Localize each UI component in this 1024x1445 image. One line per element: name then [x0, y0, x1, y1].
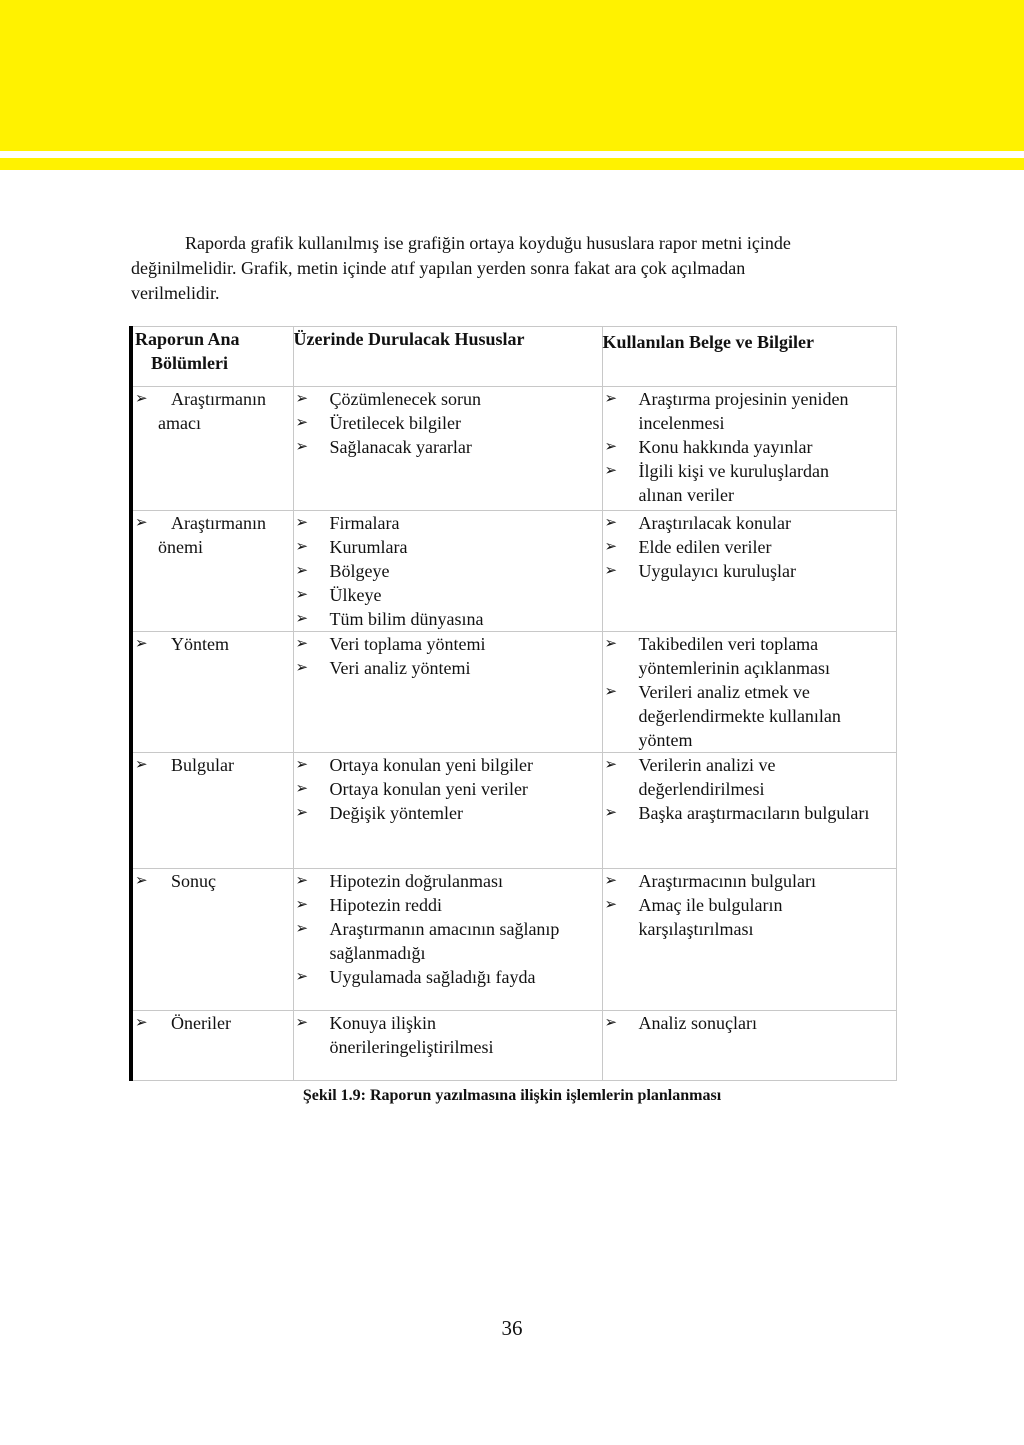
section-cell — [131, 387, 293, 511]
intro-paragraph — [131, 231, 891, 306]
arrowhead-bullet-icon: ➢ — [135, 873, 148, 889]
arrowhead-bullet-icon: ➢ — [295, 391, 309, 407]
section-label: Araştırmanın — [171, 513, 266, 533]
section-label-cont: amacı — [158, 413, 201, 433]
section-label: Öneriler — [171, 1013, 231, 1033]
list-item — [294, 632, 602, 656]
list-item-text: Firmalara — [329, 513, 400, 533]
list-item — [294, 607, 602, 631]
list-item — [294, 1011, 602, 1059]
arrowhead-bullet-icon: ➢ — [295, 415, 309, 431]
arrowhead-bullet-icon: ➢ — [295, 539, 309, 555]
list-item — [294, 387, 602, 411]
section-item — [133, 869, 293, 893]
list-item — [294, 435, 602, 459]
arrowhead-bullet-icon: ➢ — [604, 897, 618, 913]
list-item-text: Üretilecek bilgiler — [329, 413, 461, 433]
arrowhead-bullet-icon: ➢ — [604, 805, 618, 821]
list-item-text: Takibedilen veri toplama yöntemlerinin açıklanması — [638, 634, 830, 678]
arrowhead-bullet-icon: ➢ — [295, 969, 309, 985]
list-item — [294, 917, 602, 965]
header-points: Üzerinde Durulacak Hususlar — [293, 327, 602, 387]
header-band — [0, 0, 1024, 151]
section-cell — [131, 753, 293, 869]
arrowhead-bullet-icon: ➢ — [295, 636, 309, 652]
sources-cell — [602, 387, 896, 511]
list-item-text: Ortaya konulan yeni veriler — [329, 779, 528, 799]
arrowhead-bullet-icon: ➢ — [604, 391, 618, 407]
arrowhead-bullet-icon: ➢ — [295, 781, 309, 797]
points-cell — [293, 387, 602, 511]
arrowhead-bullet-icon: ➢ — [604, 463, 618, 479]
list-item-text: Uygulamada sağladığı fayda — [329, 967, 536, 987]
list-item-text: Analiz sonuçları — [638, 1013, 757, 1033]
list-item — [294, 753, 602, 777]
list-item-text: Araştırılacak konular — [638, 513, 791, 533]
list-item-text: Araştırma projesinin yeniden incelenmesi — [638, 389, 849, 433]
section-label: Araştırmanın — [171, 389, 266, 409]
list-item-text: Hipotezin reddi — [329, 895, 442, 915]
points-cell — [293, 1011, 602, 1081]
section-item — [133, 753, 293, 777]
list-item-text: Değişik yöntemler — [329, 803, 463, 823]
arrowhead-bullet-icon: ➢ — [295, 805, 309, 821]
arrowhead-bullet-icon: ➢ — [295, 587, 309, 603]
intro-line-3: verilmelidir. — [131, 283, 220, 303]
arrowhead-bullet-icon: ➢ — [295, 757, 309, 773]
list-item-text: Çözümlenecek sorun — [329, 389, 481, 409]
table-header-row — [131, 327, 896, 387]
table-row — [131, 869, 896, 1011]
list-item — [603, 632, 896, 680]
section-cell — [131, 869, 293, 1011]
section-cell — [131, 511, 293, 632]
arrowhead-bullet-icon: ➢ — [135, 757, 148, 773]
section-label: Sonuç — [171, 871, 216, 891]
list-item — [294, 656, 602, 680]
table-row — [131, 511, 896, 632]
arrowhead-bullet-icon: ➢ — [295, 439, 309, 455]
list-item — [294, 535, 602, 559]
list-item-text: Elde edilen veriler — [638, 537, 772, 557]
figure-caption: Şekil 1.9: Raporun yazılmasına ilişkin işlemlerin planlanması — [302, 1087, 722, 1104]
list-item — [294, 801, 602, 825]
sources-cell — [602, 753, 896, 869]
list-item-text: Konu hakkında yayınlar — [638, 437, 813, 457]
list-item — [294, 583, 602, 607]
list-item — [294, 893, 602, 917]
list-item-text: Araştırmacının bulguları — [638, 871, 816, 891]
arrowhead-bullet-icon: ➢ — [604, 539, 618, 555]
section-item — [133, 511, 293, 535]
page-number: 36 — [501, 1316, 523, 1340]
arrowhead-bullet-icon: ➢ — [295, 1015, 309, 1031]
section-item — [133, 632, 293, 656]
list-item — [603, 435, 896, 459]
points-cell — [293, 753, 602, 869]
arrowhead-bullet-icon: ➢ — [295, 660, 309, 676]
section-label: Bulgular — [171, 755, 234, 775]
sources-cell — [602, 632, 896, 753]
list-item — [603, 535, 896, 559]
list-item-text: Tüm bilim dünyasına — [329, 609, 484, 629]
list-item — [294, 559, 602, 583]
header-sources: Kullanılan Belge ve Bilgiler — [602, 327, 896, 387]
list-item — [603, 893, 896, 941]
arrowhead-bullet-icon: ➢ — [604, 684, 618, 700]
arrowhead-bullet-icon: ➢ — [295, 921, 309, 937]
arrowhead-bullet-icon: ➢ — [295, 563, 309, 579]
list-item-text: Konuya ilişkin önerileringeliştirilmesi — [329, 1013, 494, 1057]
list-item-text: Hipotezin doğrulanması — [329, 871, 503, 891]
points-cell — [293, 632, 602, 753]
list-item-text: Verilerin analizi ve değerlendirilmesi — [638, 755, 776, 799]
list-item-text: Veri toplama yöntemi — [329, 634, 486, 654]
arrowhead-bullet-icon: ➢ — [604, 757, 618, 773]
arrowhead-bullet-icon: ➢ — [604, 515, 618, 531]
list-item-text: Kurumlara — [329, 537, 408, 557]
table-row — [131, 387, 896, 511]
list-item — [603, 511, 896, 535]
list-item-text: Amaç ile bulguların karşılaştırılması — [638, 895, 783, 939]
section-cell — [131, 632, 293, 753]
sources-cell — [602, 511, 896, 632]
arrowhead-bullet-icon: ➢ — [295, 897, 309, 913]
intro-line-1: Raporda grafik kullanılmış ise grafiğin ortaya koyduğu hususlara rapor metni içinde — [185, 233, 791, 253]
sources-cell — [602, 869, 896, 1011]
list-item-text: Veri analiz yöntemi — [329, 658, 471, 678]
list-item-text: Verileri analiz etmek ve değerlendirmekte kullanılan yöntem — [638, 682, 841, 750]
table-row — [131, 632, 896, 753]
list-item — [294, 965, 602, 989]
arrowhead-bullet-icon: ➢ — [604, 636, 618, 652]
list-item-text: Ülkeye — [329, 585, 382, 605]
report-plan-table — [129, 326, 897, 1081]
section-item — [133, 1011, 293, 1035]
arrowhead-bullet-icon: ➢ — [604, 873, 618, 889]
section-label-cont: önemi — [158, 537, 203, 557]
list-item-text: İlgili kişi ve kuruluşlardan alınan veriler — [638, 461, 829, 505]
arrowhead-bullet-icon: ➢ — [295, 611, 309, 627]
list-item — [603, 869, 896, 893]
section-item — [133, 387, 293, 411]
arrowhead-bullet-icon: ➢ — [604, 1015, 618, 1031]
arrowhead-bullet-icon: ➢ — [135, 1015, 148, 1031]
arrowhead-bullet-icon: ➢ — [604, 439, 618, 455]
list-item-text: Başka araştırmacıların bulguları — [638, 803, 870, 823]
arrowhead-bullet-icon: ➢ — [135, 515, 148, 531]
list-item — [603, 387, 896, 435]
arrowhead-bullet-icon: ➢ — [135, 391, 148, 407]
header-sections: Raporun Ana Bölümleri — [131, 327, 293, 387]
list-item — [603, 459, 896, 507]
list-item — [294, 511, 602, 535]
list-item-text: Araştırmanın amacının sağlanıp sağlanmadığı — [329, 919, 560, 963]
list-item-text: Bölgeye — [329, 561, 390, 581]
arrowhead-bullet-icon: ➢ — [135, 636, 148, 652]
arrowhead-bullet-icon: ➢ — [295, 515, 309, 531]
points-cell — [293, 869, 602, 1011]
arrowhead-bullet-icon: ➢ — [604, 563, 618, 579]
list-item-text: Sağlanacak yararlar — [329, 437, 472, 457]
list-item — [294, 411, 602, 435]
section-label: Yöntem — [171, 634, 229, 654]
list-item — [603, 1011, 896, 1035]
list-item — [603, 559, 896, 583]
list-item — [294, 869, 602, 893]
header-stripe — [0, 158, 1024, 170]
points-cell — [293, 511, 602, 632]
list-item — [294, 777, 602, 801]
table-row — [131, 1011, 896, 1081]
list-item — [603, 680, 896, 752]
sources-cell — [602, 1011, 896, 1081]
list-item — [603, 801, 896, 825]
list-item — [603, 753, 896, 801]
table-row — [131, 753, 896, 869]
arrowhead-bullet-icon: ➢ — [295, 873, 309, 889]
list-item-text: Uygulayıcı kuruluşlar — [638, 561, 796, 581]
list-item-text: Ortaya konulan yeni bilgiler — [329, 755, 533, 775]
intro-line-2: değinilmelidir. Grafik, metin içinde atıf yapılan yerden sonra fakat ara çok açılmadan — [131, 258, 746, 278]
section-cell — [131, 1011, 293, 1081]
